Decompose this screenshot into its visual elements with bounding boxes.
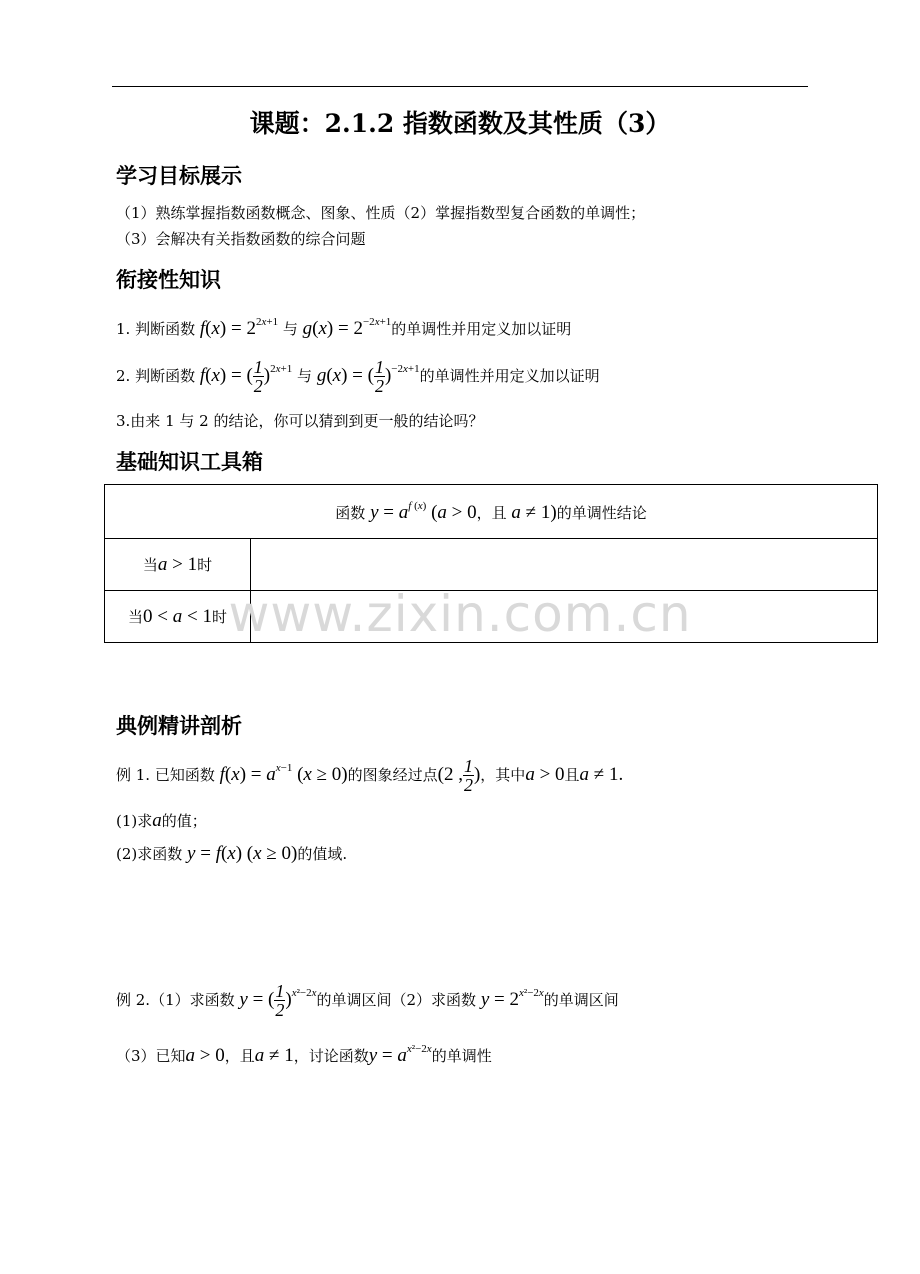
ex1-cond: ，其中 xyxy=(480,765,526,784)
table-header-cell xyxy=(105,485,878,539)
table-header-prefix: 函数 xyxy=(335,503,366,522)
bridge-question-2 xyxy=(116,358,600,395)
ex1-cond-b: a ≠ 1. xyxy=(579,763,624,785)
q1-suffix: 的单调性并用定义加以证明 xyxy=(391,320,572,338)
q2-connector: 与 xyxy=(297,366,313,385)
ex1-sub1-pre: (1)求 xyxy=(116,812,153,830)
section-toolbox-heading: 基础知识工具箱 xyxy=(116,450,263,474)
top-rule xyxy=(112,86,808,87)
ex1-mid: 的图象经过点 xyxy=(347,765,438,784)
bridge-question-3: 3.由来 1 与 2 的结论，你可以猜到到更一般的结论吗？ xyxy=(116,412,484,430)
q1-formula-f: $f(x) = 2^{2x+1}$ xyxy=(199,316,279,339)
row1-label-post: 时 xyxy=(197,555,213,574)
example-2-line-1 xyxy=(116,982,619,1019)
ex1-formula: $f(x) = a^{x-1}$ (x ≥ 0) xyxy=(219,761,348,785)
example-1-part-2 xyxy=(116,843,347,865)
ex2-p3-pre: （3）已知 xyxy=(116,1047,186,1065)
table-header-cond-a: (a > 0 xyxy=(431,501,477,523)
ex1-cond-a: a > 0 xyxy=(525,763,565,785)
row1-formula: a > 1 xyxy=(157,553,198,575)
row1-answer-cell xyxy=(251,539,878,591)
ex2-p3-post: 的单调性 xyxy=(431,1047,492,1065)
ex1-point: (2 , $\frac{1}{2}$ ) xyxy=(437,756,481,795)
row2-label-pre: 当 xyxy=(128,607,144,626)
ex1-sub2-pre: (2)求函数 xyxy=(116,845,183,863)
table-header-formula: $y = a^{f (x)}$ xyxy=(370,499,427,523)
ex2-p3-mid1: ，且 xyxy=(224,1047,255,1065)
ex2-p3-mid2: ，讨论函数 xyxy=(293,1047,369,1065)
q1-formula-g: $g(x) = 2^{-2x+1}$ xyxy=(302,316,392,339)
q1-prefix: 1. 判断函数 xyxy=(116,320,196,338)
q2-prefix: 2. 判断函数 xyxy=(116,366,196,385)
example-2-line-2 xyxy=(116,1043,492,1067)
example-1-part-1 xyxy=(116,810,207,832)
section-examples-heading: 典例精讲剖析 xyxy=(116,714,242,738)
bridge-question-1 xyxy=(116,316,571,340)
example-1-stem xyxy=(116,757,623,794)
ex2-p3-formula: $y = a^{x^2-2x}$ xyxy=(368,1043,432,1066)
section-bridge-heading: 衔接性知识 xyxy=(116,268,221,292)
q2-formula-f: f(x) = ( $\frac{1}{2}$ )$^{2x+1}$ xyxy=(199,357,293,396)
section-goals-heading: 学习目标展示 xyxy=(116,164,242,188)
ex1-and: 且 xyxy=(564,765,580,784)
row1-label-pre: 当 xyxy=(142,555,158,574)
row2-label-post: 时 xyxy=(211,607,227,626)
row1-label xyxy=(105,539,251,591)
ex2-p3-cond-a: a > 0 xyxy=(185,1045,225,1066)
ex2-formula-1: y = ( $\frac{1}{2}$ )$^{x^2-2x}$ xyxy=(239,981,317,1020)
q2-suffix: 的单调性并用定义加以证明 xyxy=(419,366,600,385)
ex1-prefix: 例 1. 已知函数 xyxy=(116,765,215,784)
ex1-sub2-post: 的值域. xyxy=(297,845,348,863)
page-title: 课题：2.1.2 指数函数及其性质（3） xyxy=(249,109,671,138)
ex2-mid1: 的单调区间（2）求函数 xyxy=(316,990,477,1009)
table-header-suffix: 的单调性结论 xyxy=(556,503,647,522)
ex1-sub1-var: a xyxy=(152,810,162,831)
ex1-sub1-post: 的值； xyxy=(161,812,207,830)
goals-line-2: （3）会解决有关指数函数的综合问题 xyxy=(116,230,366,248)
q2-formula-g: g(x) = ( $\frac{1}{2}$ )$^{-2x+1}$ xyxy=(316,357,420,396)
ex2-mid2: 的单调区间 xyxy=(543,990,619,1009)
watermark: www.zixin.com.cn xyxy=(228,585,692,643)
goals-line-1: （1）熟练掌握指数函数概念、图象、性质（2）掌握指数型复合函数的单调性； xyxy=(116,204,646,222)
ex1-sub2-formula: y = f(x) (x ≥ 0) xyxy=(187,843,298,864)
row2-formula: 0 < a < 1 xyxy=(143,605,212,627)
table-header-cond-b: a ≠ 1) xyxy=(511,501,557,523)
table-header-cond-text: ，且 xyxy=(476,503,507,522)
q1-connector: 与 xyxy=(282,320,298,338)
ex2-prefix: 例 2.（1）求函数 xyxy=(116,990,235,1009)
ex2-p3-cond-b: a ≠ 1 xyxy=(254,1045,294,1066)
ex2-formula-2: $y = 2^{x^2-2x}$ xyxy=(480,986,544,1010)
